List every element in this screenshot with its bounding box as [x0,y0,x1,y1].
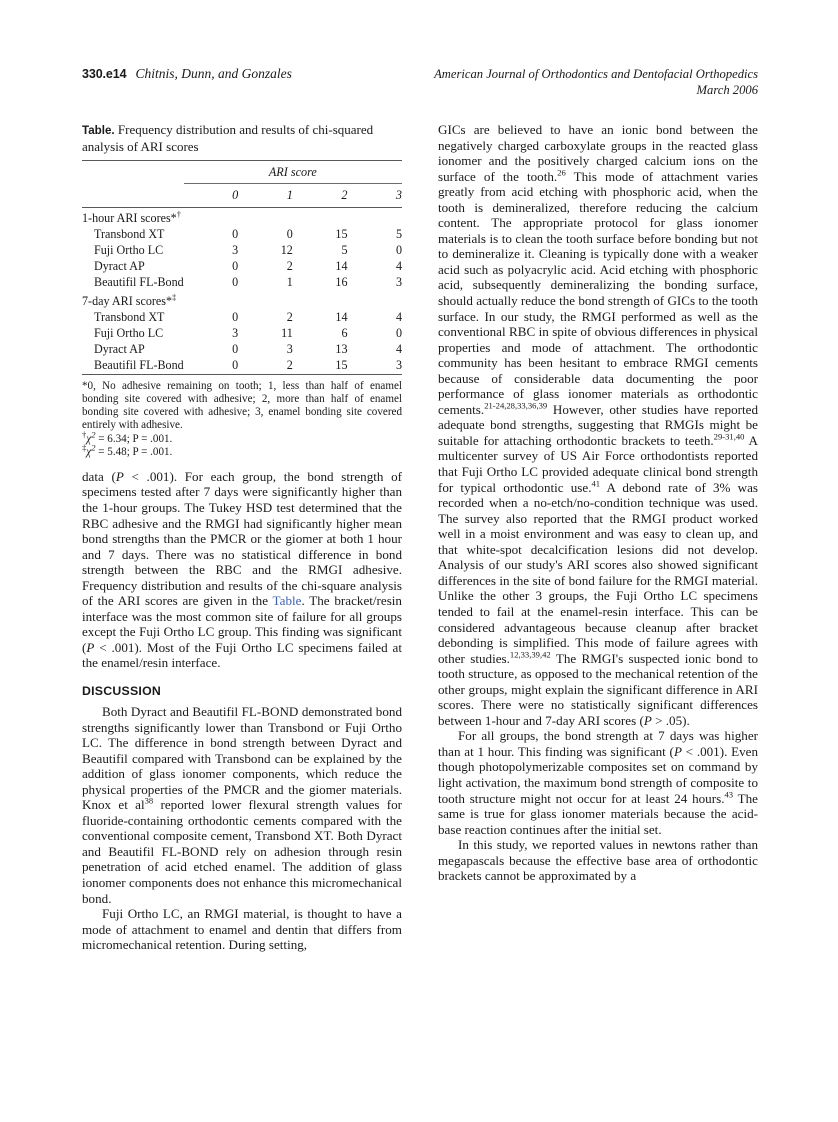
row-value-2: 14 [335,259,348,274]
left-column [82,122,402,953]
row-value-3: 4 [395,341,402,356]
right-column [438,122,758,953]
table-block [82,122,402,459]
lp2-b: reported lower flexural strength values for fluoride-containing orthodontic cements compared with the conventional composite cement, Transbond XT. Both Dyract and Beautifil FL-BOND rely on adhesion through resin penetration of acid etched enamel. The addition of glass ionomer components does not enhance this micromechanical bond. [82,797,402,906]
rp1-d: A multicenter survey of US Air Force orthodontists reported that Fuji Ortho LC provided adequate clinical bond strength for typical orthodontic use. [438,432,758,495]
span-header-ari-score: ARI score [184,161,402,184]
footnote-key: *0, No adhesive remaining on tooth; 1, less than half of enamel bonding site covered with adhesive; 2, more than half of enamel bonding site covered with adhesive; 3, enamel bonding site covered entirely with adhesive. [82,379,402,432]
row-value-1: 3 [286,341,293,356]
lp1-d: < .001). Most of the Fuji Ortho LC specimens failed at the enamel/resin interface. [82,639,402,671]
row-value-3: 4 [395,309,402,324]
row-label: Dyract AP [94,341,145,356]
group-title-1-hour [82,208,402,227]
lp1-p-italic: P [115,468,124,484]
row-value-0: 0 [232,309,239,324]
column-header-1: 1 [238,184,293,208]
rp1-citation-group-3: 12,33,39,42 [509,649,551,660]
group-title-7-day-mark: ‡ [172,291,177,302]
rp2-c: The same is true for glass ionomer materials because the acid-base reaction continues after the initial set. [438,790,758,837]
footnote-stat-1-marker: † [82,428,87,439]
footnote-stat-2-text: = 5.48; P = .001. [95,445,173,458]
table-row [82,325,402,341]
table-row [82,275,402,291]
row-value-2: 15 [335,226,348,241]
right-paragraph-1 [438,122,758,728]
rp1-f: The RMGI's suspected ionic bond to tooth structure, as opposed to the mechanical retention of the other groups, might explain the significant difference in ARI scores. There were no statistically significant differences between 1-hour and 7-day ARI scores ( [438,650,758,728]
running-head-left [82,66,292,82]
section-heading-discussion: DISCUSSION [82,684,162,699]
group-title-1-hour-text: 1-hour ARI scores* [82,211,177,226]
left-paragraph-3: Fuji Ortho LC, an RMGI material, is thought to have a mode of attachment to enamel and dentin that differs from micromechanical retention. During setting, [82,906,402,953]
row-value-2: 6 [341,325,348,340]
table-footnotes [82,380,402,459]
page-folio: 330.e14 [82,67,127,81]
lp1-c: . The bracket/resin interface was the most common site of failure for all groups except the Fuji Ortho LC group. This finding was significant ( [82,593,402,655]
table-group-header-row [82,208,402,227]
rp1-e: A debond rate of 3% was recorded when a no-etch/no-condition technique was used. The survey also reported that the RMGI product worked well in a moist environment and was easy to clean up, and that white-spot decalcification lesions did not develop. Analysis of our study's ARI scores also showed significant differences in the site of bond failure for the RMGI material. Unlike the other 3 groups, the Fuji Ortho LC specimens tended to fail at the enamel-resin interface. This can be considered advantageous because cleanup after bracket debonding is simplified. This mode of failure agrees with other studies. [438,479,758,666]
row-value-1: 2 [238,358,293,375]
rp2-a: For all groups, the bond strength at 7 days was higher than at 1 hour. This finding was significant ( [438,728,758,759]
right-paragraph-2 [438,728,758,837]
row-value-3: 0 [395,242,402,257]
group-title-7-day [82,291,402,309]
column-header-3: 3 [347,184,402,208]
table-label: Table. [82,124,115,137]
row-value-2: 13 [335,341,348,356]
footnote-stat-2-marker: ‡ [82,442,87,453]
row-value-1: 2 [286,309,293,324]
journal-title: American Journal of Orthodontics and Dentofacial Orthopedics [434,67,758,81]
rp1-citation-group-1: 21-24,28,33,36,39 [484,400,548,411]
lp1-p2-italic: P [86,639,95,655]
table-column-header-row [82,184,402,208]
column-header-2: 2 [293,184,348,208]
row-value-0: 3 [232,242,239,257]
rp1-citation-26: 26 [557,167,566,178]
lp1-b: < .001). For each group, the bond strength of specimens tested after 7 days were significantly higher than the 1-hour groups. The Tukey HSD test determined that the RBC adhesive and the RMGI had significantly higher mean bond strengths than the PMCR or the giomer at both 1 hour and 7 days. There was no statistical difference in bond strength between the RBC and the RMGI adhesive. Frequency distribution and results of the chi-square analysis of the ARI scores are given in the [82,468,402,609]
chi-symbol: $\chi^2$ [86,428,96,445]
rp2-citation-43: 43 [724,789,734,800]
footnote-stat-2 [82,442,402,459]
row-value-3: 5 [395,226,402,241]
row-label: Beautifil FL-Bond [94,275,184,290]
table-row [82,341,402,357]
rp2-b: < .001). Even though photopolymerizable composites set on command by light activation, the maximum bond strength of composite to tooth structure might not occur for at least 24 hours. [438,743,759,806]
row-value-2: 15 [293,358,348,375]
row-value-0: 0 [232,226,239,241]
running-head [82,66,758,98]
row-value-1: 0 [286,226,293,241]
row-label: Beautifil FL-Bond [82,358,184,375]
table-span-header-row [82,161,402,184]
table-row [82,226,402,242]
row-label: Transbond XT [94,309,165,324]
row-value-0: 0 [232,259,239,274]
rp1-citation-group-2: 29-31,40 [713,431,745,442]
rp1-a: GICs are believed to have an ionic bond between the negatively charged carboxylate groups in the reacted glass ionomer and the positively charged calcium ions on the surface of the tooth. [438,122,758,184]
table-row [82,242,402,258]
row-label: Fuji Ortho LC [94,242,164,257]
left-paragraph-2 [82,704,402,906]
row-label: Transbond XT [94,226,165,241]
table-caption-text: Frequency distribution and results of chi-squared analysis of ARI scores [82,122,374,154]
rp1-p-italic: P [643,712,652,728]
rp1-b: This mode of attachment varies greatly from acid etching with phosphoric acid, when the tooth is demineralized, therefore reducing the calcium content. The appropriate protocol for glass ionomer materials is to clean the tooth surface before bonding but not to demineralize it. Cleaning is typically done with a weaker acid such as polyacrylic acid. Acid etching with phosphoric acid, subsequently demineralizing the bonding surface, should actually reduce the bond strength of GICs to the tooth surface. In our study, the RMGI performed as well as the conventional RBC in spite of obvious differences in physical properties and mode of attachment. The orthodontic community has been hesitant to embrace RMGI cements because of considerable data documenting the poor performance of glass ionomer materials as orthodontic cements. [438,168,759,417]
issue-date: March 2006 [696,83,758,97]
row-value-0: 0 [232,275,239,290]
row-value-1: 12 [280,242,293,257]
row-value-0: 0 [184,358,238,375]
table-group-header-row [82,291,402,309]
group-title-7-day-text: 7-day ARI scores* [82,293,173,308]
span-header-spacer [82,161,184,184]
row-value-0: 3 [232,325,239,340]
row-label: Dyract AP [94,259,145,274]
row-value-3: 0 [395,325,402,340]
row-value-2: 16 [335,275,348,290]
table-caption [82,122,402,154]
right-paragraph-3: In this study, we reported values in newtons rather than megapascals because the effective base area of orthodontic brackets cannot be approximated by a [438,837,758,884]
row-value-3: 3 [347,358,402,375]
lp2-citation-38: 38 [144,795,154,806]
rp1-c: However, other studies have reported adequate bond strengths, suggesting that RMGIs might be suitable for attaching orthodontic brackets to teeth. [438,401,758,448]
rp1-g: > .05). [651,712,690,728]
table-row [82,358,402,375]
rp2-p-italic: P [673,743,682,759]
rp1-citation-41: 41 [591,478,601,489]
left-paragraph-1 [82,469,402,671]
content-columns [82,122,758,953]
lp2-a: Both Dyract and Beautifil FL-BOND demonstrated bond strengths significantly lower than Transbond or Fuji Ortho LC. The difference in bond strength between Dyract and Beautifil compared with Transbond can be explained by the addition of glass ionomer components, which reduce the physical properties of the PMCR and the giomer materials. Knox et al [82,704,402,813]
footnote-stat-1-text: = 6.34; P = .001. [95,432,173,445]
group-title-1-hour-mark: † [176,209,182,220]
running-head-right [434,66,758,98]
table-cross-reference-link[interactable]: Table [272,593,302,609]
row-value-0: 0 [232,341,239,356]
table-row [82,309,402,325]
row-value-3: 3 [395,275,402,290]
column-header-spacer [82,184,184,208]
row-value-3: 4 [395,259,402,274]
row-label: Fuji Ortho LC [94,325,164,340]
row-value-2: 5 [341,242,348,257]
footnote-stat-1 [82,428,402,446]
row-value-1: 11 [281,325,293,340]
column-header-0: 0 [184,184,238,208]
lp1-a: data ( [82,468,116,484]
table-row [82,259,402,275]
row-value-1: 1 [286,275,293,290]
chi-symbol: $\chi^2$ [86,442,96,458]
running-head-authors: Chitnis, Dunn, and Gonzales [135,66,292,81]
ari-scores-table [82,160,402,375]
row-value-2: 14 [335,309,348,324]
row-value-1: 2 [286,259,293,274]
